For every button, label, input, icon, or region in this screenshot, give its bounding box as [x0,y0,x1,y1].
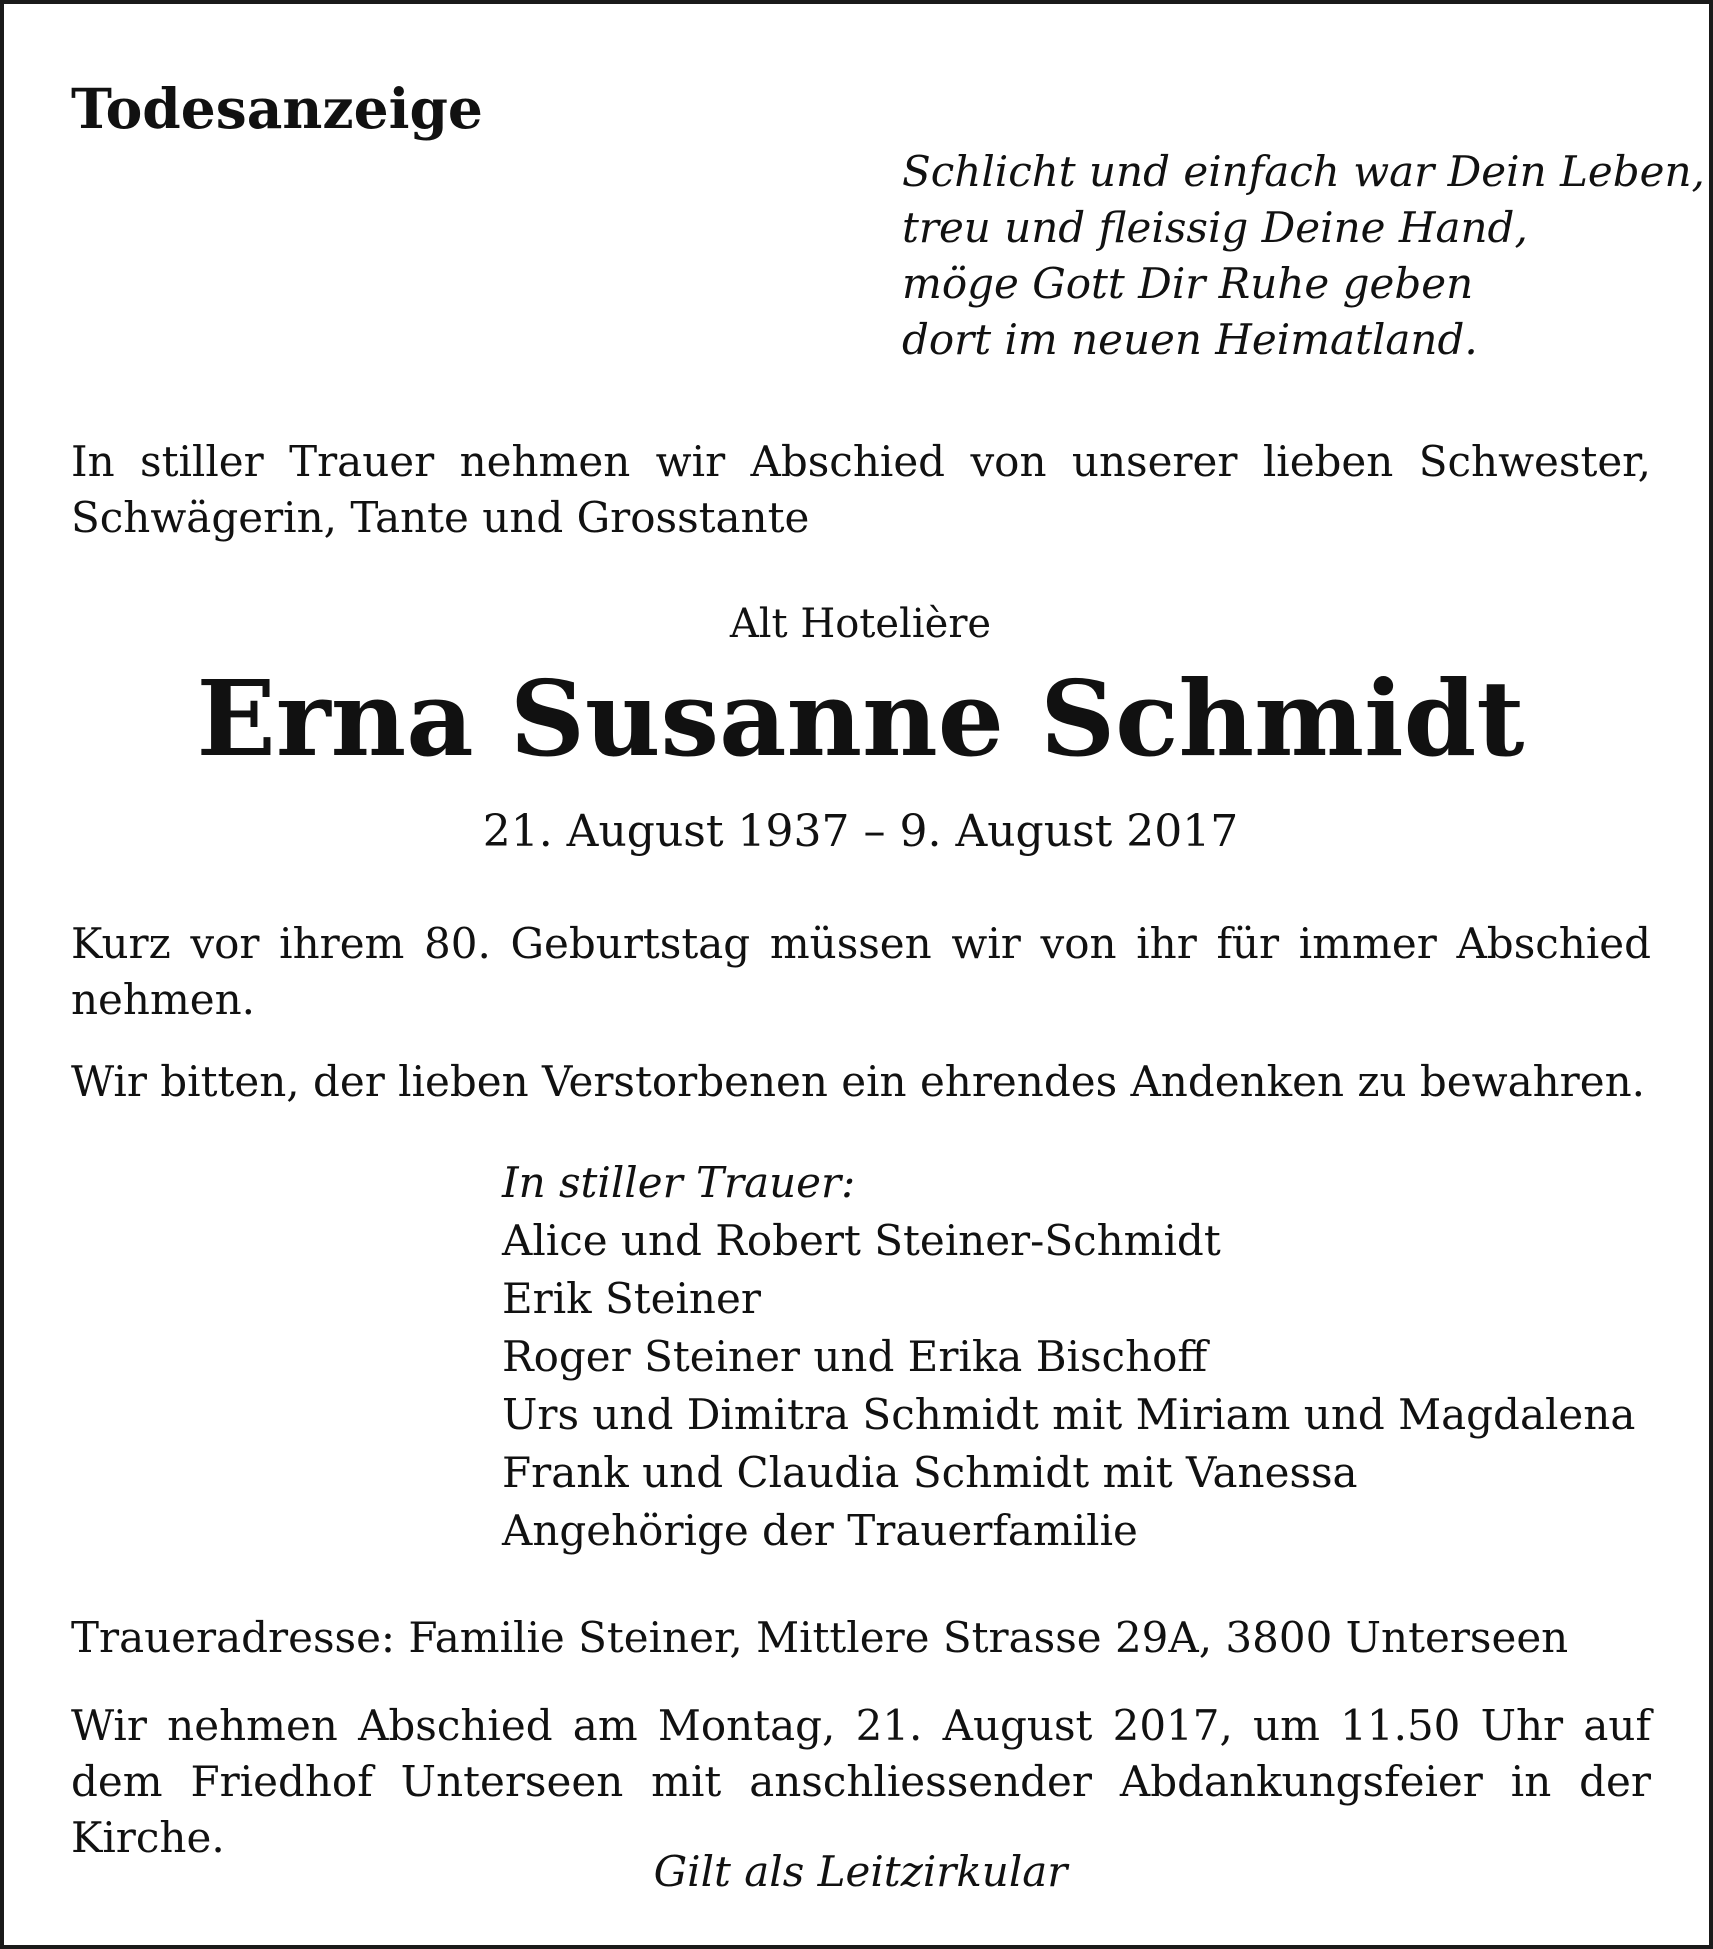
remembrance-paragraph: Wir bitten, der lieben Verstorbenen ein ehrendes Andenken zu bewahren. [71,1057,1645,1106]
farewell-paragraph: Kurz vor ihrem 80. Geburtstag müssen wir von ihr für immer Abschied nehmen. [71,919,1651,1024]
mourner-entry: Frank und Claudia Schmidt mit Vanessa [502,1448,1358,1497]
mourners-label: In stiller Trauer: [502,1158,856,1207]
mourner-entry: Angehörige der Trauerfamilie [502,1506,1138,1555]
mourners-list [502,1154,1682,1560]
poem-line: Schlicht und einfach war Dein Leben, [902,147,1705,196]
poem-line: treu und fleissig Deine Hand, [902,203,1528,252]
notice-heading: Todesanzeige [71,76,483,141]
mourning-address: Traueradresse: Familie Steiner, Mittlere Strasse 29A, 3800 Unterseen [71,1613,1569,1662]
life-dates: 21. August 1937 – 9. August 2017 [482,806,1239,857]
deceased-title: Alt Hotelière [729,601,992,647]
poem-verse [902,144,1705,368]
deceased-name: Erna Susanne Schmidt [196,657,1525,780]
circular-note: Gilt als Leitzirkular [653,1847,1068,1896]
ceremony-details: Wir nehmen Abschied am Montag, 21. August 2017, um 11.50 Uhr auf dem Friedhof Unterseen mit anschliessender Abdankungsfeier in der Kirche. [71,1701,1651,1862]
intro-paragraph: In stiller Trauer nehmen wir Abschied von unserer lieben Schwester, Schwägerin, Tante und Grosstante [71,437,1651,542]
mourner-entry: Alice und Robert Steiner-Schmidt [502,1216,1221,1265]
poem-line: dort im neuen Heimatland. [902,315,1478,364]
mourner-entry: Roger Steiner und Erika Bischoff [502,1332,1208,1381]
mourner-entry: Urs und Dimitra Schmidt mit Miriam und Magdalena [502,1390,1636,1439]
mourner-entry: Erik Steiner [502,1274,761,1323]
poem-line: möge Gott Dir Ruhe geben [902,259,1474,308]
